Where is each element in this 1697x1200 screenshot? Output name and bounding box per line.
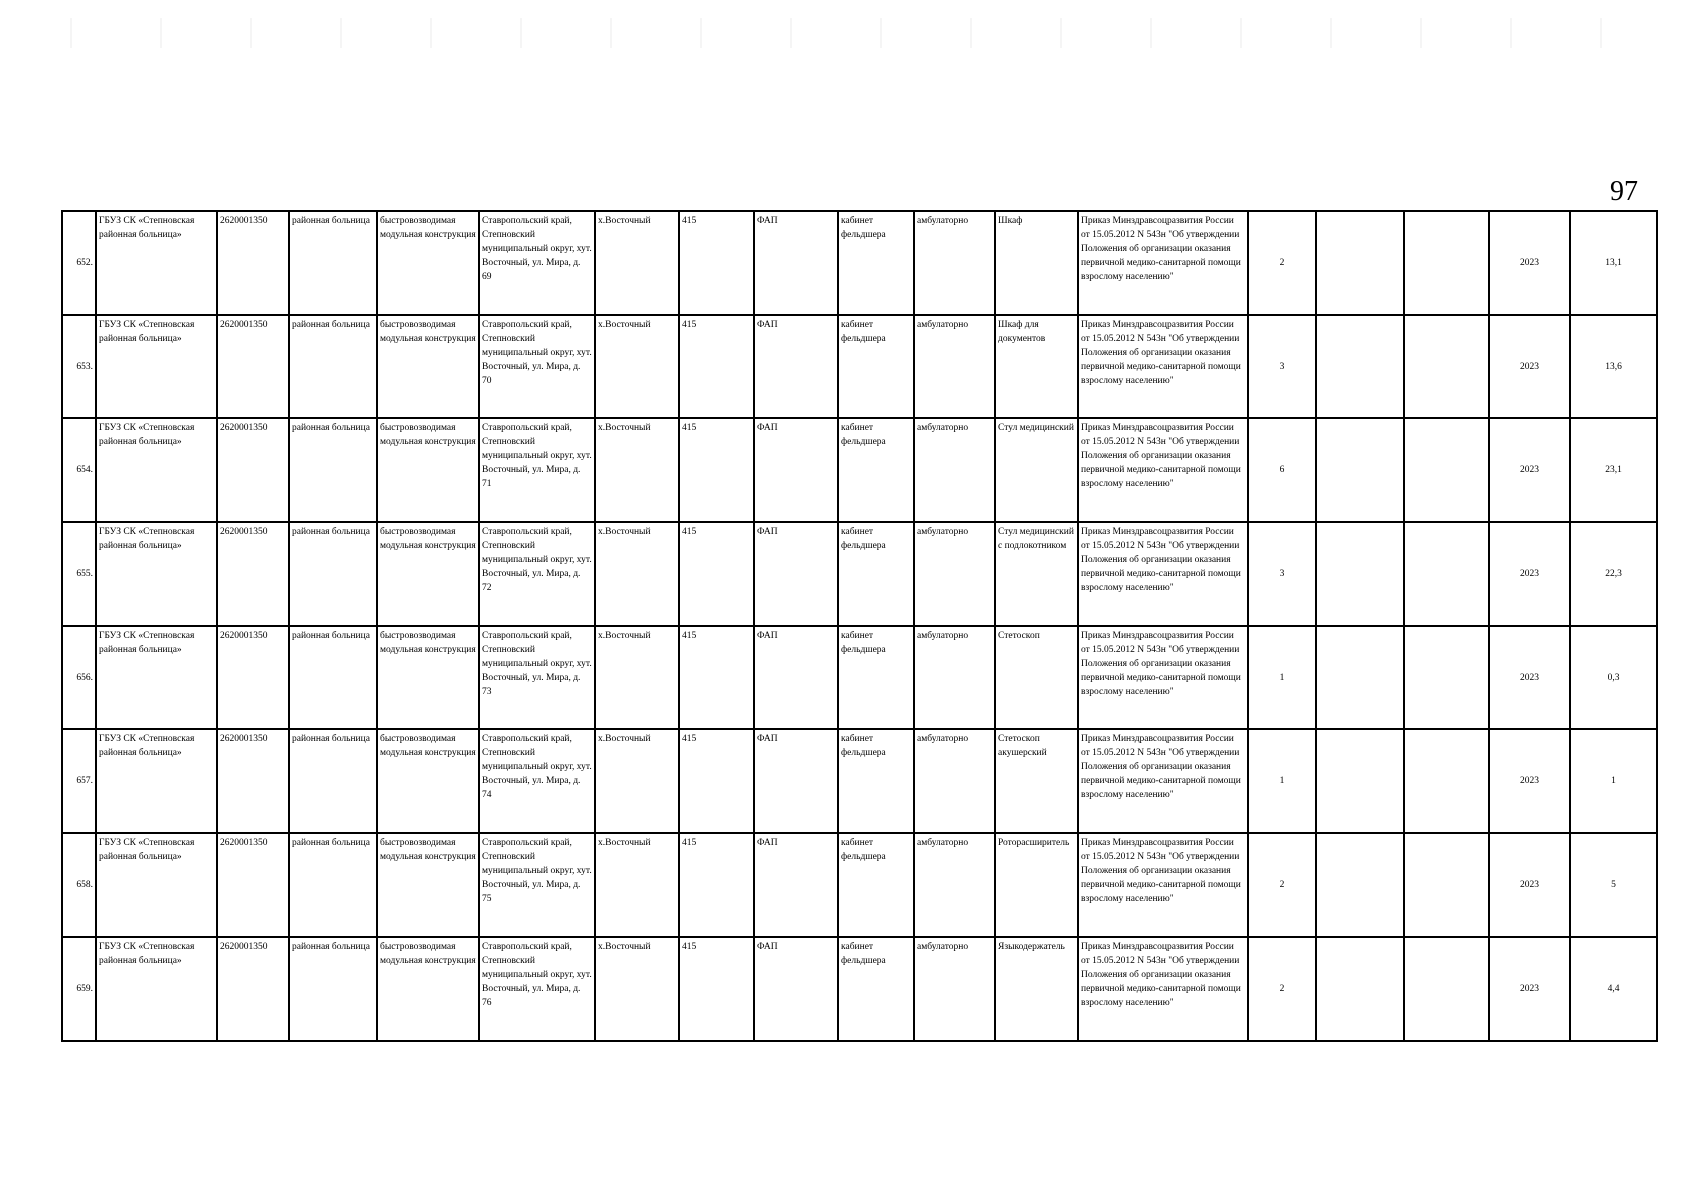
settlement-code-cell: 415: [679, 729, 754, 833]
settlement-cell: х.Восточный: [595, 833, 679, 937]
settlement-cell: х.Восточный: [595, 522, 679, 626]
regulation-order-cell: Приказ Минздравсоцразвития России от 15.05.2012 N 543н "Об утверждении Положения об организации оказания первичной медико-санитарной помощи взрослому населению": [1078, 315, 1248, 419]
year-cell: 2023: [1489, 211, 1570, 315]
empty-cell: [1316, 937, 1404, 1041]
address-cell: Ставропольский край, Степновский муниципальный округ, хут. Восточный, ул. Мира, д. 69: [479, 211, 595, 315]
year-cell: 2023: [1489, 418, 1570, 522]
table-row: [62, 937, 1657, 1041]
org-code-cell: 2620001350: [217, 937, 289, 1041]
building-type-cell: быстровозводимая модульная конструкция: [377, 833, 479, 937]
building-type-cell: быстровозводимая модульная конструкция: [377, 626, 479, 730]
table-row: [62, 211, 1657, 315]
unit-cell: ФАП: [754, 522, 838, 626]
room-cell: кабинет фельдшера: [838, 833, 914, 937]
settlement-code-cell: 415: [679, 211, 754, 315]
room-cell: кабинет фельдшера: [838, 729, 914, 833]
year-cell: 2023: [1489, 937, 1570, 1041]
settlement-cell: х.Восточный: [595, 418, 679, 522]
amount-cell: 0,3: [1570, 626, 1657, 730]
table-row: [62, 729, 1657, 833]
empty-cell: [1316, 833, 1404, 937]
amount-cell: 22,3: [1570, 522, 1657, 626]
regulation-order-cell: Приказ Минздравсоцразвития России от 15.05.2012 N 543н "Об утверждении Положения об организации оказания первичной медико-санитарной помощи взрослому населению": [1078, 729, 1248, 833]
facility-type-cell: районная больница: [289, 833, 377, 937]
room-cell: кабинет фельдшера: [838, 937, 914, 1041]
care-type-cell: амбулаторно: [914, 833, 995, 937]
empty-cell: [1404, 418, 1489, 522]
row-number-cell: 656.: [62, 626, 96, 730]
row-number-cell: 654.: [62, 418, 96, 522]
quantity-cell: 2: [1248, 833, 1316, 937]
address-cell: Ставропольский край, Степновский муниципальный округ, хут. Восточный, ул. Мира, д. 75: [479, 833, 595, 937]
settlement-code-cell: 415: [679, 937, 754, 1041]
organization-cell: ГБУЗ СК «Степновская районная больница»: [96, 418, 217, 522]
unit-cell: ФАП: [754, 418, 838, 522]
amount-cell: 4,4: [1570, 937, 1657, 1041]
settlement-code-cell: 415: [679, 418, 754, 522]
organization-cell: ГБУЗ СК «Степновская районная больница»: [96, 315, 217, 419]
org-code-cell: 2620001350: [217, 418, 289, 522]
empty-cell: [1316, 315, 1404, 419]
amount-cell: 5: [1570, 833, 1657, 937]
table-row: [62, 315, 1657, 419]
year-cell: 2023: [1489, 729, 1570, 833]
quantity-cell: 2: [1248, 937, 1316, 1041]
year-cell: 2023: [1489, 522, 1570, 626]
table-row: [62, 418, 1657, 522]
unit-cell: ФАП: [754, 211, 838, 315]
room-cell: кабинет фельдшера: [838, 418, 914, 522]
empty-cell: [1404, 729, 1489, 833]
organization-cell: ГБУЗ СК «Степновская районная больница»: [96, 626, 217, 730]
care-type-cell: амбулаторно: [914, 937, 995, 1041]
empty-cell: [1316, 522, 1404, 626]
unit-cell: ФАП: [754, 729, 838, 833]
building-type-cell: быстровозводимая модульная конструкция: [377, 522, 479, 626]
equipment-table: [61, 210, 1658, 1042]
organization-cell: ГБУЗ СК «Степновская районная больница»: [96, 522, 217, 626]
quantity-cell: 2: [1248, 211, 1316, 315]
quantity-cell: 3: [1248, 315, 1316, 419]
settlement-code-cell: 415: [679, 522, 754, 626]
settlement-cell: х.Восточный: [595, 315, 679, 419]
amount-cell: 23,1: [1570, 418, 1657, 522]
regulation-order-cell: Приказ Минздравсоцразвития России от 15.05.2012 N 543н "Об утверждении Положения об организации оказания первичной медико-санитарной помощи взрослому населению": [1078, 833, 1248, 937]
empty-cell: [1404, 522, 1489, 626]
room-cell: кабинет фельдшера: [838, 211, 914, 315]
address-cell: Ставропольский край, Степновский муниципальный округ, хут. Восточный, ул. Мира, д. 72: [479, 522, 595, 626]
empty-cell: [1404, 937, 1489, 1041]
room-cell: кабинет фельдшера: [838, 315, 914, 419]
building-type-cell: быстровозводимая модульная конструкция: [377, 315, 479, 419]
table-row: [62, 522, 1657, 626]
empty-cell: [1404, 626, 1489, 730]
settlement-cell: х.Восточный: [595, 626, 679, 730]
quantity-cell: 3: [1248, 522, 1316, 626]
equipment-item-cell: Стетоскоп акушерский: [995, 729, 1078, 833]
scan-artifact: [30, 18, 1670, 48]
building-type-cell: быстровозводимая модульная конструкция: [377, 211, 479, 315]
facility-type-cell: районная больница: [289, 211, 377, 315]
org-code-cell: 2620001350: [217, 522, 289, 626]
amount-cell: 1: [1570, 729, 1657, 833]
settlement-cell: х.Восточный: [595, 937, 679, 1041]
regulation-order-cell: Приказ Минздравсоцразвития России от 15.05.2012 N 543н "Об утверждении Положения об организации оказания первичной медико-санитарной помощи взрослому населению": [1078, 937, 1248, 1041]
unit-cell: ФАП: [754, 315, 838, 419]
organization-cell: ГБУЗ СК «Степновская районная больница»: [96, 211, 217, 315]
organization-cell: ГБУЗ СК «Степновская районная больница»: [96, 937, 217, 1041]
settlement-cell: х.Восточный: [595, 729, 679, 833]
quantity-cell: 1: [1248, 729, 1316, 833]
care-type-cell: амбулаторно: [914, 522, 995, 626]
equipment-item-cell: Стул медицинский с подлокотником: [995, 522, 1078, 626]
amount-cell: 13,1: [1570, 211, 1657, 315]
org-code-cell: 2620001350: [217, 211, 289, 315]
address-cell: Ставропольский край, Степновский муниципальный округ, хут. Восточный, ул. Мира, д. 76: [479, 937, 595, 1041]
care-type-cell: амбулаторно: [914, 626, 995, 730]
empty-cell: [1316, 626, 1404, 730]
organization-cell: ГБУЗ СК «Степновская районная больница»: [96, 833, 217, 937]
empty-cell: [1316, 418, 1404, 522]
quantity-cell: 1: [1248, 626, 1316, 730]
row-number-cell: 655.: [62, 522, 96, 626]
address-cell: Ставропольский край, Степновский муниципальный округ, хут. Восточный, ул. Мира, д. 73: [479, 626, 595, 730]
care-type-cell: амбулаторно: [914, 418, 995, 522]
table-row: [62, 626, 1657, 730]
regulation-order-cell: Приказ Минздравсоцразвития России от 15.05.2012 N 543н "Об утверждении Положения об организации оказания первичной медико-санитарной помощи взрослому населению": [1078, 626, 1248, 730]
settlement-code-cell: 415: [679, 315, 754, 419]
org-code-cell: 2620001350: [217, 315, 289, 419]
row-number-cell: 652.: [62, 211, 96, 315]
organization-cell: ГБУЗ СК «Степновская районная больница»: [96, 729, 217, 833]
facility-type-cell: районная больница: [289, 626, 377, 730]
empty-cell: [1404, 211, 1489, 315]
building-type-cell: быстровозводимая модульная конструкция: [377, 937, 479, 1041]
building-type-cell: быстровозводимая модульная конструкция: [377, 729, 479, 833]
empty-cell: [1404, 833, 1489, 937]
equipment-item-cell: Стул медицинский: [995, 418, 1078, 522]
address-cell: Ставропольский край, Степновский муниципальный округ, хут. Восточный, ул. Мира, д. 71: [479, 418, 595, 522]
equipment-item-cell: Роторасширитель: [995, 833, 1078, 937]
amount-cell: 13,6: [1570, 315, 1657, 419]
room-cell: кабинет фельдшера: [838, 522, 914, 626]
equipment-item-cell: Стетоскоп: [995, 626, 1078, 730]
org-code-cell: 2620001350: [217, 729, 289, 833]
equipment-item-cell: Шкаф: [995, 211, 1078, 315]
year-cell: 2023: [1489, 626, 1570, 730]
settlement-code-cell: 415: [679, 833, 754, 937]
equipment-item-cell: Языкодержатель: [995, 937, 1078, 1041]
row-number-cell: 659.: [62, 937, 96, 1041]
address-cell: Ставропольский край, Степновский муниципальный округ, хут. Восточный, ул. Мира, д. 70: [479, 315, 595, 419]
settlement-code-cell: 415: [679, 626, 754, 730]
care-type-cell: амбулаторно: [914, 315, 995, 419]
unit-cell: ФАП: [754, 833, 838, 937]
row-number-cell: 658.: [62, 833, 96, 937]
org-code-cell: 2620001350: [217, 833, 289, 937]
facility-type-cell: районная больница: [289, 522, 377, 626]
care-type-cell: амбулаторно: [914, 729, 995, 833]
quantity-cell: 6: [1248, 418, 1316, 522]
regulation-order-cell: Приказ Минздравсоцразвития России от 15.05.2012 N 543н "Об утверждении Положения об организации оказания первичной медико-санитарной помощи взрослому населению": [1078, 211, 1248, 315]
address-cell: Ставропольский край, Степновский муниципальный округ, хут. Восточный, ул. Мира, д. 74: [479, 729, 595, 833]
facility-type-cell: районная больница: [289, 937, 377, 1041]
row-number-cell: 653.: [62, 315, 96, 419]
regulation-order-cell: Приказ Минздравсоцразвития России от 15.05.2012 N 543н "Об утверждении Положения об организации оказания первичной медико-санитарной помощи взрослому населению": [1078, 522, 1248, 626]
table-row: [62, 833, 1657, 937]
equipment-item-cell: Шкаф для документов: [995, 315, 1078, 419]
unit-cell: ФАП: [754, 626, 838, 730]
unit-cell: ФАП: [754, 937, 838, 1041]
page-number: 97: [1610, 176, 1638, 207]
empty-cell: [1404, 315, 1489, 419]
facility-type-cell: районная больница: [289, 418, 377, 522]
year-cell: 2023: [1489, 315, 1570, 419]
facility-type-cell: районная больница: [289, 729, 377, 833]
room-cell: кабинет фельдшера: [838, 626, 914, 730]
table-body: [62, 211, 1657, 1041]
empty-cell: [1316, 211, 1404, 315]
care-type-cell: амбулаторно: [914, 211, 995, 315]
empty-cell: [1316, 729, 1404, 833]
regulation-order-cell: Приказ Минздравсоцразвития России от 15.05.2012 N 543н "Об утверждении Положения об организации оказания первичной медико-санитарной помощи взрослому населению": [1078, 418, 1248, 522]
facility-type-cell: районная больница: [289, 315, 377, 419]
building-type-cell: быстровозводимая модульная конструкция: [377, 418, 479, 522]
settlement-cell: х.Восточный: [595, 211, 679, 315]
year-cell: 2023: [1489, 833, 1570, 937]
org-code-cell: 2620001350: [217, 626, 289, 730]
row-number-cell: 657.: [62, 729, 96, 833]
